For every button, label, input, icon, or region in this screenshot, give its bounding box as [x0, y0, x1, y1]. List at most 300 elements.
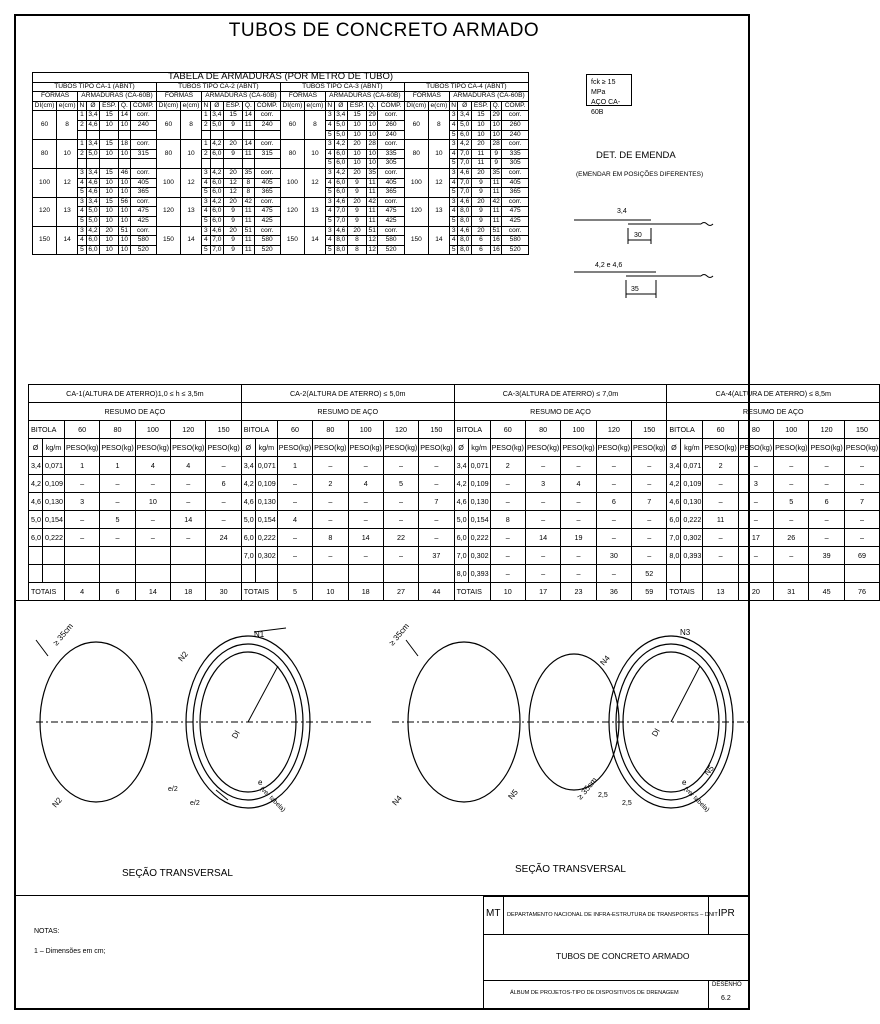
value-cell: 0,222: [255, 529, 277, 547]
value-cell: 3,4: [334, 111, 347, 121]
value-cell: 5: [449, 159, 458, 169]
value-cell: –: [490, 529, 525, 547]
value-cell: –: [65, 511, 100, 529]
value-cell: –: [419, 457, 454, 475]
diameter-header: 150: [632, 421, 667, 439]
value-cell: –: [632, 529, 667, 547]
value-cell: 8,0: [458, 207, 471, 217]
value-cell: 10: [490, 130, 501, 140]
fck-note: [586, 74, 632, 116]
value-cell: corr.: [254, 226, 280, 236]
value-cell: [738, 565, 773, 583]
value-cell: –: [525, 511, 560, 529]
value-cell: 475: [254, 207, 280, 217]
value-cell: 7,0: [458, 159, 471, 169]
value-cell: 5: [202, 216, 211, 226]
value-cell: 30: [596, 547, 631, 565]
total-cell: 36: [596, 583, 631, 601]
value-cell: –: [774, 547, 809, 565]
value-cell: 0,071: [681, 457, 703, 475]
value-cell: 3: [449, 140, 458, 150]
value-cell: 18: [119, 140, 130, 150]
peso-header: PESO(kg): [206, 439, 241, 457]
value-cell: 405: [502, 178, 529, 188]
value-cell: 20: [224, 197, 243, 207]
value-cell: [667, 565, 681, 583]
value-cell: –: [135, 511, 170, 529]
column-header: Ø: [210, 101, 223, 111]
e-cell: 14: [181, 226, 202, 255]
value-cell: 15: [100, 111, 119, 121]
value-cell: corr.: [378, 111, 404, 121]
value-cell: –: [313, 457, 348, 475]
value-cell: 4: [78, 207, 87, 217]
value-cell: –: [525, 565, 560, 583]
value-cell: 1: [202, 140, 211, 150]
group-header: TUBOS TIPO CA-1 (ABNT): [33, 82, 157, 92]
column-header: Q.: [490, 101, 501, 111]
total-cell: 20: [738, 583, 773, 601]
value-cell: –: [348, 547, 383, 565]
empty-cell: [243, 159, 254, 169]
value-cell: –: [703, 493, 738, 511]
value-cell: 4,2: [210, 197, 223, 207]
empty-cell: [78, 130, 87, 140]
value-cell: corr.: [378, 168, 404, 178]
value-cell: 4: [202, 236, 211, 246]
value-cell: 10: [100, 216, 119, 226]
value-cell: 8,0: [458, 245, 471, 255]
value-cell: 3: [78, 168, 87, 178]
right-ver-label: (ver tabela): [682, 785, 711, 814]
phi-header: Ø: [29, 439, 43, 457]
value-cell: 425: [502, 216, 529, 226]
peso-header: PESO(kg): [277, 439, 312, 457]
value-cell: 6,0: [241, 529, 255, 547]
e-cell: 10: [181, 140, 202, 169]
value-cell: 8,0: [458, 216, 471, 226]
column-header: DI(cm): [280, 101, 304, 111]
value-cell: [29, 565, 43, 583]
value-cell: 425: [378, 216, 404, 226]
left-e2b-label: e/2: [190, 800, 200, 807]
value-cell: 11: [490, 178, 501, 188]
left-caption: SEÇÃO TRANSVERSAL: [122, 868, 233, 879]
value-cell: 3,4: [29, 457, 43, 475]
value-cell: 6,0: [210, 178, 223, 188]
notes-title: NOTAS:: [34, 928, 60, 935]
value-cell: 5,0: [334, 120, 347, 130]
value-cell: –: [171, 529, 206, 547]
value-cell: 4: [135, 457, 170, 475]
column-header: DI(cm): [33, 101, 57, 111]
empty-cell: [100, 130, 119, 140]
value-cell: 11: [243, 120, 254, 130]
value-cell: 5: [202, 245, 211, 255]
resumo-header: RESUMO DE AÇO: [454, 403, 667, 421]
right-25a-label: 2,5: [598, 792, 608, 799]
value-cell: 580: [378, 236, 404, 246]
value-cell: 29: [367, 111, 378, 121]
value-cell: 365: [502, 188, 529, 198]
value-cell: 11: [243, 149, 254, 159]
value-cell: 39: [809, 547, 844, 565]
table-row: [29, 529, 880, 547]
empty-cell: [78, 159, 87, 169]
value-cell: 0,130: [468, 493, 490, 511]
table-row: [33, 140, 529, 150]
value-cell: –: [348, 457, 383, 475]
value-cell: 0,130: [255, 493, 277, 511]
value-cell: corr.: [502, 140, 529, 150]
value-cell: –: [596, 475, 631, 493]
value-cell: corr.: [502, 226, 529, 236]
value-cell: 2: [78, 149, 87, 159]
empty-cell: [210, 130, 223, 140]
value-cell: 0,222: [468, 529, 490, 547]
column-header: COMP.: [130, 101, 156, 111]
value-cell: 3: [738, 475, 773, 493]
total-cell: 17: [525, 583, 560, 601]
value-cell: [171, 547, 206, 565]
diameter-header: 60: [65, 421, 100, 439]
value-cell: 5: [449, 130, 458, 140]
value-cell: 5,0: [86, 207, 99, 217]
value-cell: 9: [224, 216, 243, 226]
di-cell: 100: [156, 168, 180, 197]
table-heading: TABELA DE ARMADURAS (POR METRO DE TUBO): [33, 73, 529, 83]
value-cell: 5,0: [86, 149, 99, 159]
value-cell: 5,0: [458, 120, 471, 130]
value-cell: 3: [65, 493, 100, 511]
value-cell: 8,0: [458, 236, 471, 246]
value-cell: 9: [224, 236, 243, 246]
diameter-header: 80: [525, 421, 560, 439]
column-header: Ø: [86, 101, 99, 111]
value-cell: –: [525, 457, 560, 475]
emenda-label-1: 3,4: [617, 208, 627, 215]
value-cell: 11: [367, 188, 378, 198]
e-cell: 13: [181, 197, 202, 226]
emenda-dim-2: 35: [631, 286, 639, 293]
e-cell: 8: [181, 111, 202, 140]
value-cell: –: [135, 475, 170, 493]
value-cell: 7,0: [210, 245, 223, 255]
value-cell: –: [490, 547, 525, 565]
value-cell: 9: [471, 207, 490, 217]
group-header: CA-3(ALTURA DE ATERRO) ≤ 7,0m: [454, 385, 667, 403]
tb-dept: DEPARTAMENTO NACIONAL DE INFRA-ESTRUTURA DE TRANSPORTES – DNIT: [507, 912, 718, 918]
di-cell: 80: [156, 140, 180, 169]
value-cell: 475: [378, 207, 404, 217]
value-cell: 3: [525, 475, 560, 493]
value-cell: [206, 547, 241, 565]
e-cell: 13: [57, 197, 78, 226]
value-cell: 35: [490, 168, 501, 178]
value-cell: [313, 565, 348, 583]
empty-cell: [243, 130, 254, 140]
table-row: [29, 493, 880, 511]
value-cell: corr.: [502, 168, 529, 178]
column-header: DI(cm): [404, 101, 428, 111]
formas-header: FORMAS: [33, 92, 78, 102]
column-header: ESP.: [100, 101, 119, 111]
empty-cell: [254, 130, 280, 140]
peso-header: PESO(kg): [348, 439, 383, 457]
di-cell: 120: [156, 197, 180, 226]
di-cell: 80: [404, 140, 428, 169]
value-cell: [844, 565, 879, 583]
value-cell: 11: [490, 207, 501, 217]
value-cell: 4,6: [210, 226, 223, 236]
value-cell: 7: [844, 493, 879, 511]
value-cell: 7,0: [210, 236, 223, 246]
value-cell: –: [596, 529, 631, 547]
value-cell: 0,393: [468, 565, 490, 583]
value-cell: –: [774, 475, 809, 493]
column-header: COMP.: [378, 101, 404, 111]
value-cell: 3,4: [458, 111, 471, 121]
value-cell: 1: [202, 111, 211, 121]
value-cell: 11: [471, 159, 490, 169]
peso-header: PESO(kg): [383, 439, 418, 457]
value-cell: 14: [348, 529, 383, 547]
value-cell: 0,154: [468, 511, 490, 529]
table-row: [29, 403, 880, 421]
value-cell: 20: [224, 168, 243, 178]
diameter-header: 60: [703, 421, 738, 439]
value-cell: 16: [490, 245, 501, 255]
e-cell: 12: [181, 168, 202, 197]
value-cell: 0,109: [468, 475, 490, 493]
diameter-header: 120: [171, 421, 206, 439]
di-cell: 60: [404, 111, 428, 140]
value-cell: 19: [561, 529, 596, 547]
value-cell: 11: [243, 236, 254, 246]
tb-desenho: DESENHO: [712, 982, 742, 988]
di-cell: 60: [280, 111, 304, 140]
value-cell: 2: [202, 149, 211, 159]
value-cell: –: [277, 529, 312, 547]
value-cell: 7,0: [241, 547, 255, 565]
value-cell: 11: [367, 178, 378, 188]
di-cell: 80: [33, 140, 57, 169]
value-cell: 6,0: [334, 178, 347, 188]
value-cell: 4,2: [86, 226, 99, 236]
total-cell: 5: [277, 583, 312, 601]
value-cell: –: [844, 511, 879, 529]
e-cell: 8: [304, 111, 325, 140]
table-row: [29, 475, 880, 493]
right-dim2-label: ≥ 35cm: [575, 775, 599, 802]
group-header: CA-2(ALTURA DE ATERRO) ≤ 5,0m: [241, 385, 454, 403]
value-cell: 20: [348, 168, 367, 178]
left-e-label: e: [258, 778, 263, 787]
value-cell: –: [419, 529, 454, 547]
value-cell: 0,302: [681, 529, 703, 547]
value-cell: –: [100, 493, 135, 511]
value-cell: 3: [202, 168, 211, 178]
value-cell: 6: [809, 493, 844, 511]
value-cell: corr.: [378, 140, 404, 150]
value-cell: –: [774, 511, 809, 529]
value-cell: –: [844, 457, 879, 475]
e-cell: 12: [428, 168, 449, 197]
value-cell: 5: [325, 159, 334, 169]
value-cell: 4,2: [334, 168, 347, 178]
value-cell: 5,0: [454, 511, 468, 529]
value-cell: 15: [100, 168, 119, 178]
value-cell: 6,0: [454, 529, 468, 547]
diameter-header: 150: [419, 421, 454, 439]
column-header: COMP.: [502, 101, 529, 111]
di-cell: 60: [33, 111, 57, 140]
value-cell: –: [738, 457, 773, 475]
value-cell: 0,302: [255, 547, 277, 565]
diameter-header: 100: [135, 421, 170, 439]
left-dim-label: ≥ 35cm: [51, 621, 75, 648]
value-cell: corr.: [254, 140, 280, 150]
value-cell: 4: [277, 511, 312, 529]
value-cell: –: [135, 529, 170, 547]
value-cell: –: [738, 493, 773, 511]
tb-divider: [483, 980, 749, 981]
di-cell: 100: [404, 168, 428, 197]
left-section: [36, 628, 371, 808]
value-cell: 7,0: [334, 216, 347, 226]
resumo-table: [28, 384, 880, 601]
value-cell: 3: [202, 197, 211, 207]
formas-header: FORMAS: [404, 92, 449, 102]
value-cell: 7: [632, 493, 667, 511]
value-cell: 52: [632, 565, 667, 583]
left-ver-label: (ver tabela): [258, 785, 287, 814]
value-cell: 42: [490, 197, 501, 207]
column-header: Q.: [367, 101, 378, 111]
value-cell: 51: [367, 226, 378, 236]
value-cell: 11: [367, 216, 378, 226]
value-cell: 580: [254, 236, 280, 246]
total-cell: 59: [632, 583, 667, 601]
peso-header: PESO(kg): [844, 439, 879, 457]
value-cell: 7: [419, 493, 454, 511]
value-cell: –: [206, 493, 241, 511]
value-cell: –: [277, 493, 312, 511]
value-cell: 11: [471, 149, 490, 159]
value-cell: 2: [313, 475, 348, 493]
right-caption: SEÇÃO TRANSVERSAL: [515, 864, 626, 875]
value-cell: 51: [490, 226, 501, 236]
value-cell: 4: [449, 178, 458, 188]
value-cell: [681, 565, 703, 583]
value-cell: 520: [378, 245, 404, 255]
value-cell: 335: [378, 149, 404, 159]
value-cell: 20: [471, 140, 490, 150]
value-cell: 20: [471, 226, 490, 236]
value-cell: 15: [471, 111, 490, 121]
emenda-label-2: 4,2 e 4,6: [595, 262, 623, 269]
value-cell: 4,2: [241, 475, 255, 493]
column-header: N: [78, 101, 87, 111]
value-cell: –: [596, 457, 631, 475]
value-cell: 0,222: [43, 529, 65, 547]
tb-mt: MT: [486, 908, 501, 919]
value-cell: 10: [348, 120, 367, 130]
bitola-header: BITOLA: [241, 421, 277, 439]
value-cell: 12: [224, 178, 243, 188]
value-cell: 15: [100, 140, 119, 150]
value-cell: 11: [243, 216, 254, 226]
value-cell: 9: [490, 159, 501, 169]
value-cell: 5: [78, 245, 87, 255]
di-cell: 120: [280, 197, 304, 226]
value-cell: 4: [325, 207, 334, 217]
value-cell: 9: [224, 120, 243, 130]
group-header: TUBOS TIPO CA-3 (ABNT): [280, 82, 404, 92]
value-cell: 6,0: [334, 188, 347, 198]
e-cell: 14: [304, 226, 325, 255]
value-cell: corr.: [130, 197, 156, 207]
value-cell: 10: [490, 120, 501, 130]
value-cell: 365: [130, 188, 156, 198]
value-cell: 10: [367, 149, 378, 159]
value-cell: 1: [100, 457, 135, 475]
value-cell: 10: [348, 149, 367, 159]
diameter-header: 120: [596, 421, 631, 439]
value-cell: 4,6: [86, 178, 99, 188]
value-cell: 10: [119, 188, 130, 198]
column-header: N: [449, 101, 458, 111]
value-cell: 3: [78, 197, 87, 207]
column-header: ESP.: [471, 101, 490, 111]
value-cell: –: [738, 511, 773, 529]
group-header: CA-4(ALTURA DE ATERRO) ≤ 8,5m: [667, 385, 880, 403]
value-cell: 0,071: [468, 457, 490, 475]
value-cell: 315: [130, 149, 156, 159]
value-cell: 11: [243, 245, 254, 255]
value-cell: 26: [774, 529, 809, 547]
table-row: [33, 226, 529, 236]
diameter-header: 80: [738, 421, 773, 439]
value-cell: 365: [254, 188, 280, 198]
value-cell: 20: [224, 140, 243, 150]
value-cell: –: [490, 475, 525, 493]
value-cell: 42: [243, 197, 254, 207]
value-cell: 6: [471, 236, 490, 246]
value-cell: 14: [171, 511, 206, 529]
value-cell: 3: [202, 226, 211, 236]
value-cell: 10: [100, 178, 119, 188]
armaduras-header: ARMADURAS (CA-60B): [325, 92, 404, 102]
value-cell: 9: [471, 178, 490, 188]
value-cell: 5: [78, 216, 87, 226]
emenda-title: DET. DE EMENDA: [596, 150, 676, 161]
value-cell: [774, 565, 809, 583]
value-cell: 35: [367, 168, 378, 178]
tb-ipr: IPR: [718, 908, 735, 919]
page-title: TUBOS DE CONCRETO ARMADO: [228, 20, 540, 41]
value-cell: –: [809, 475, 844, 493]
value-cell: 4: [449, 149, 458, 159]
value-cell: 9: [471, 216, 490, 226]
column-header: e(cm): [304, 101, 325, 111]
totals-label: TOTAIS: [454, 583, 490, 601]
empty-cell: [202, 159, 211, 169]
value-cell: [255, 565, 277, 583]
empty-cell: [202, 130, 211, 140]
kgm-header: kg/m: [681, 439, 703, 457]
value-cell: –: [383, 457, 418, 475]
